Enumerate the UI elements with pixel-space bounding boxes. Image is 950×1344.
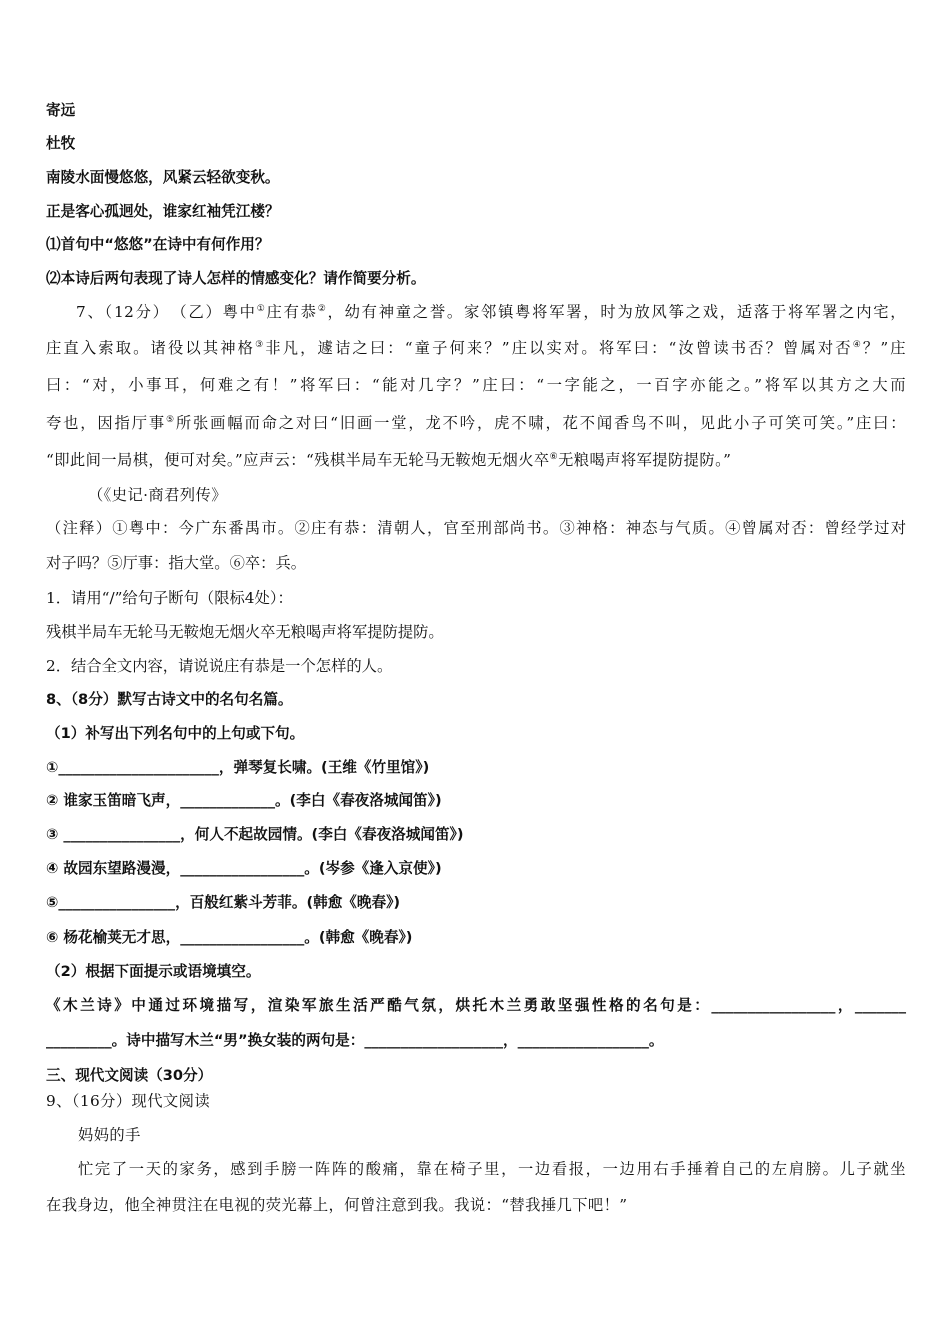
essay-title: 妈妈的手 [78,1126,141,1144]
essay-paragraph-line-1: 忙完了一天的家务，感到手膀一阵阵的酸痛，靠在椅子里，一边看报，一边用右手捶着自己的左肩膀。儿子就坐 [78,1160,906,1178]
q9-title: 9、（16分）现代文阅读 [46,1092,211,1110]
poem-question-1: ⑴首句中“悠悠”在诗中有何作用？ [46,236,270,253]
q7-notes-1: （注释）①粤中：今广东番禺市。②庄有恭：清朝人，官至刑部尚书。③神格：神态与气质。④曾属对否：曾经学过对 [46,519,906,537]
poem-question-2: ⑵本诗后两句表现了诗人怎样的情感变化？请作简要分析。 [46,270,426,287]
q8-item-1: ①______________________，弹琴复长啸。(王维《竹里馆》) [46,759,430,776]
q7-sub-question-1: 1．请用“/”给句子断句（限标4处）： [46,589,293,607]
poem-title: 寄远 [46,102,76,119]
q7-line-4: 夸也，因指厅事⑤所张画幅而命之对曰“旧画一堂，龙不吟，虎不啸，花不闻香鸟不叫，见此小子可笑可笑。”庄曰： [46,414,907,432]
section-3-title: 三、现代文阅读（30分） [46,1067,213,1084]
q8-item-3: ③ ________________，何人不起故园情。(李白《春夜洛城闻笛》) [46,826,464,843]
q8-item-5: ⑤________________，百般红紫斗芳菲。(韩愈《晚春》) [46,894,401,911]
q7-line-5: “即此间一局棋，便可对矣。”应声云：“残棋半局车无轮马无鞍炮无烟火卒⑥无粮喝声将军提防提防。” [46,451,732,469]
q7-line-1: 7、（12分） （乙）粤中①庄有恭②，幼有神童之誉。家邻镇粤将军署，时为放风筝之戏，适落于将军署之内宅， [76,303,907,321]
q7-line-3: 曰：“对，小事耳，何难之有！”将军曰：“能对几字？”庄曰：“一字能之，一百字亦能之。”将军以其方之大而 [46,376,906,394]
poem-author: 杜牧 [46,135,76,152]
q8-fill-1: 《木兰诗》中通过环境描写，渲染军旅生活严酷气氛，烘托木兰勇敢坚强性格的名句是：_________________，_______ [46,997,906,1014]
poem-line-2: 正是客心孤迥处，谁家红袖凭江楼？ [46,203,280,220]
q7-notes-2: 对子吗？⑤厅事：指大堂。⑥卒：兵。 [46,554,307,572]
q8-item-6: ⑥ 杨花榆荚无才思，_________________。(韩愈《晚春》) [46,929,413,946]
q8-part-1: （1）补写出下列名句中的上句或下句。 [46,725,305,742]
poem-line-1: 南陵水面慢悠悠，风紧云轻欲变秋。 [46,169,280,186]
q8-item-4: ④ 故园东望路漫漫，_________________。(岑参《逢入京使》) [46,860,442,877]
q8-part-2: （2）根据下面提示或语境填空。 [46,963,261,980]
q8-item-2: ② 谁家玉笛暗飞声，_____________。(李白《春夜洛城闻笛》) [46,792,442,809]
essay-paragraph-line-2: 在我身边，他全神贯注在电视的荧光幕上，何曾注意到我。我说：“替我捶几下吧！” [46,1196,628,1214]
q7-line-2: 庄直入索取。诸役以其神格③非凡，遽诘之曰：“童子何来？”庄以实对。将军曰：“汝曾读书否？曾属对否④？”庄 [46,339,906,357]
q8-title: 8、（8分）默写古诗文中的名句名篇。 [46,691,293,708]
q8-fill-2: _________。诗中描写木兰“男”换女装的两句是：___________________，__________________。 [46,1032,664,1049]
q7-source: （《史记·商君列传》 [88,486,227,504]
q7-sub-question-1-text: 残棋半局车无轮马无鞍炮无烟火卒无粮喝声将军提防提防。 [46,623,444,641]
q7-sub-question-2: 2．结合全文内容，请说说庄有恭是一个怎样的人。 [46,657,393,675]
